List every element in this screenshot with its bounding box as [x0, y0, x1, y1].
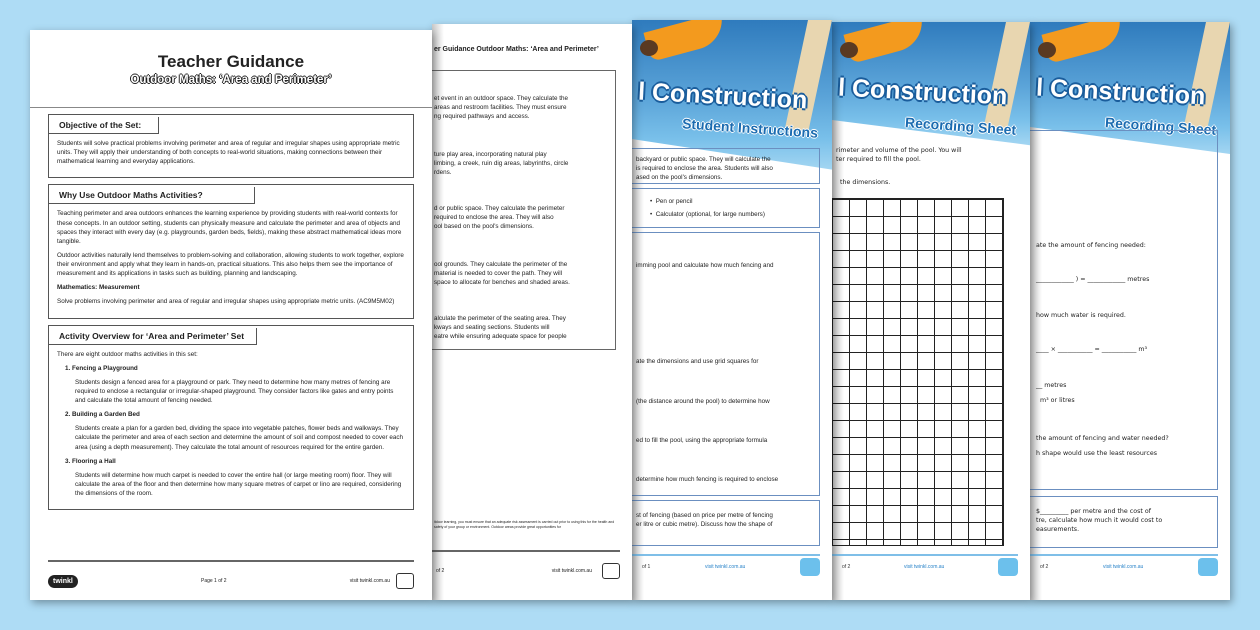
step-text: (the distance around the pool) to determine how	[636, 398, 770, 405]
student-instructions-page	[632, 20, 832, 600]
page-subtitle: Outdoor Maths: ‘Area and Perimeter’	[130, 74, 332, 86]
footer	[1030, 554, 1218, 578]
site-link[interactable]: visit twinkl.com.au	[705, 564, 746, 570]
swimmer-illustration	[1041, 22, 1126, 64]
intro-text: rimeter and volume of the pool. You will ter required to fill the pool.	[836, 147, 962, 164]
materials-box	[632, 188, 820, 228]
banner-title: l Construction	[837, 73, 1009, 111]
page-number: of 1	[642, 564, 651, 570]
activity-text: d or public space. They calculate the perimeter required to enclose the area. They will also ool based on the pool's dimensions.	[434, 205, 565, 231]
recording-sheet-page-2	[1030, 22, 1230, 600]
drawing-grid[interactable]	[832, 198, 1004, 546]
activity-description: Students create a plan for a garden bed, dividing the space into vegetable patches, flower beds and walkways. They calculate the perimeter and area of each section and determine the amount of soil and compost needed to cover each area (using a depth measurement). They calculate the total amount of resources required for the entire garden.	[75, 425, 403, 451]
footer	[632, 554, 820, 578]
answer-metres: __ metres	[1036, 382, 1067, 389]
step-text: ate the dimensions and use grid squares for	[636, 358, 759, 365]
activity-text: ture play area, incorporating natural play limbing, a creek, ruin dig areas, labyrinths, circle rdens.	[434, 151, 569, 177]
site-link[interactable]: visit twinkl.com.au	[1103, 564, 1144, 570]
activity-text: et event in an outdoor space. They calculate the areas and restroom facilities. They must ensure ng required pathways and access.	[434, 95, 568, 121]
curriculum-text: Solve problems involving perimeter and area of regular and irregular shapes using appropriate metric units. (AC9M5M02)	[57, 298, 395, 306]
answer-volume: m³ or litres	[1040, 397, 1075, 404]
site-link[interactable]: visit twinkl.com.au	[349, 578, 390, 584]
material-item: • Calculator (optional, for large numbers)	[650, 211, 765, 218]
overview-intro: There are eight outdoor maths activities in this set:	[57, 350, 198, 358]
banner-subtitle: Recording Sheet	[1104, 114, 1217, 138]
banner-subtitle: Student Instructions	[681, 115, 819, 141]
quality-badge-icon	[998, 558, 1018, 576]
page-number: of 2	[1040, 564, 1049, 570]
quality-badge-icon	[1198, 558, 1218, 576]
grid-instruction: the dimensions.	[840, 179, 891, 186]
activity-title: 3. Flooring a Hall	[65, 457, 116, 465]
footer	[832, 554, 1018, 578]
step-text: imming pool and calculate how much fencing and	[636, 262, 774, 269]
objective-text: Students will solve practical problems involving perimeter and area of regular and irregular shapes using appropriate metric units. They will apply their understanding of both concepts to real-world situations, making connections between their mathematical learning and everyday applications.	[57, 140, 400, 166]
banner-title: l Construction	[637, 77, 809, 115]
quality-badge-icon	[602, 563, 620, 579]
extension-box	[632, 500, 820, 546]
page-number: of 2	[436, 568, 445, 574]
material-item: • Pen or pencil	[650, 198, 693, 205]
why-section	[48, 184, 414, 318]
activity-title: 1. Fencing a Playground	[65, 364, 138, 372]
intro-box	[632, 148, 820, 184]
quality-badge-icon	[800, 558, 820, 576]
question-compare: the amount of fencing and water needed?	[1036, 435, 1169, 442]
activity-title: 2. Building a Garden Bed	[65, 411, 140, 419]
objective-section	[48, 114, 414, 178]
page-number: Page 1 of 2	[200, 578, 227, 584]
recording-sheet-page-1	[832, 22, 1030, 600]
extension-text: st of fencing (based on price per metre of fencing er litre or cubic metre). Discuss how the shape of	[636, 512, 773, 529]
step-text: determine how much fencing is required to enclose	[636, 476, 779, 483]
overview-section	[48, 325, 414, 511]
paragraph: Outdoor activities naturally lend themselves to problem-solving and collaboration, allowing students to work together, explore their environment and apply what they learn in hands-on, practical situations. This also helps them see the importance of measurement and its applications in tasks such as building, planning and landscaping.	[57, 251, 404, 278]
question-shape: h shape would use the least resources	[1036, 450, 1157, 457]
site-link[interactable]: visit twinkl.com.au	[904, 564, 945, 570]
banner-subtitle: Recording Sheet	[904, 114, 1017, 138]
step-text: ed to fill the pool, using the appropriate formula	[636, 437, 768, 444]
quality-badge-icon	[396, 573, 414, 589]
teacher-guidance-page-1	[30, 30, 432, 600]
banner-title: l Construction	[1035, 73, 1207, 111]
question-box	[1030, 130, 1218, 490]
intro-text: backyard or public space. They will calculate the is required to enclose the area. Students will also ased on the pool's dimensions.	[636, 156, 773, 182]
volume-formula: ____ × ___________ = ___________ m³	[1036, 346, 1148, 353]
safety-disclaimer: itdoor learning, you must ensure that an adequate risk assessment is carried out prior to using this for the health and safety of your group or environment. Outdoor areas provide great opportunities for	[434, 520, 615, 529]
section-heading: Objective of the Set:	[49, 117, 159, 134]
site-link[interactable]: visit twinkl.com.au	[551, 568, 592, 574]
page-title: Teacher Guidance	[157, 52, 305, 71]
page-number: of 2	[842, 564, 851, 570]
steps-box	[632, 232, 820, 496]
page-header	[30, 30, 432, 108]
paragraph: Teaching perimeter and area outdoors enhances the learning experience by providing students with real-world contexts for these concepts. In an outdoor setting, students can physically measure and calculate the perimeter and area of objects and spaces they interact with every day (e.g. playgrounds, garden beds, fields), making these abstract mathematical ideas more tangible.	[57, 210, 402, 245]
curriculum-heading: Mathematics: Measurement	[57, 284, 140, 292]
activity-text: ool grounds. They calculate the perimeter of the material is needed to cover the path. They will space to allocate for benches and shaded areas.	[434, 261, 570, 287]
twinkl-logo: twinkl	[48, 575, 78, 588]
footer	[48, 560, 414, 600]
section-heading: Why Use Outdoor Maths Activities?	[49, 187, 255, 204]
fencing-formula: ____________ ) = ____________ metres	[1036, 276, 1150, 283]
activity-description: Students will determine how much carpet is needed to cover the entire hall (or large meeting room) floor. They will calculate the area of the floor and then determine how many square metres of carpet or lino are required, considering the dimensions of the room.	[75, 471, 402, 497]
question-water: how much water is required.	[1036, 312, 1126, 319]
activity-text: alculate the perimeter of the seating area. They kways and seating sections. Students will eatre while ensuring adequate space for people	[434, 315, 567, 341]
activity-description: Students design a fenced area for a playground or park. They need to determine how many metres of fencing are required to enclose a rectangular or irregular-shaped playground. They consider factors like gates and entry points and calculate the total amount of fencing needed.	[75, 378, 394, 404]
extension-box	[1030, 496, 1218, 548]
page-header: er Guidance Outdoor Maths: ‘Area and Perimeter’	[434, 46, 599, 53]
question-fencing: ate the amount of fencing needed:	[1036, 242, 1146, 249]
teacher-guidance-page-2	[432, 24, 632, 600]
extension-text: $_________ per metre and the cost of tre, calculate how much it would cost to easurements.	[1036, 508, 1163, 534]
section-heading: Activity Overview for ‘Area and Perimeter’ Set	[49, 328, 257, 345]
